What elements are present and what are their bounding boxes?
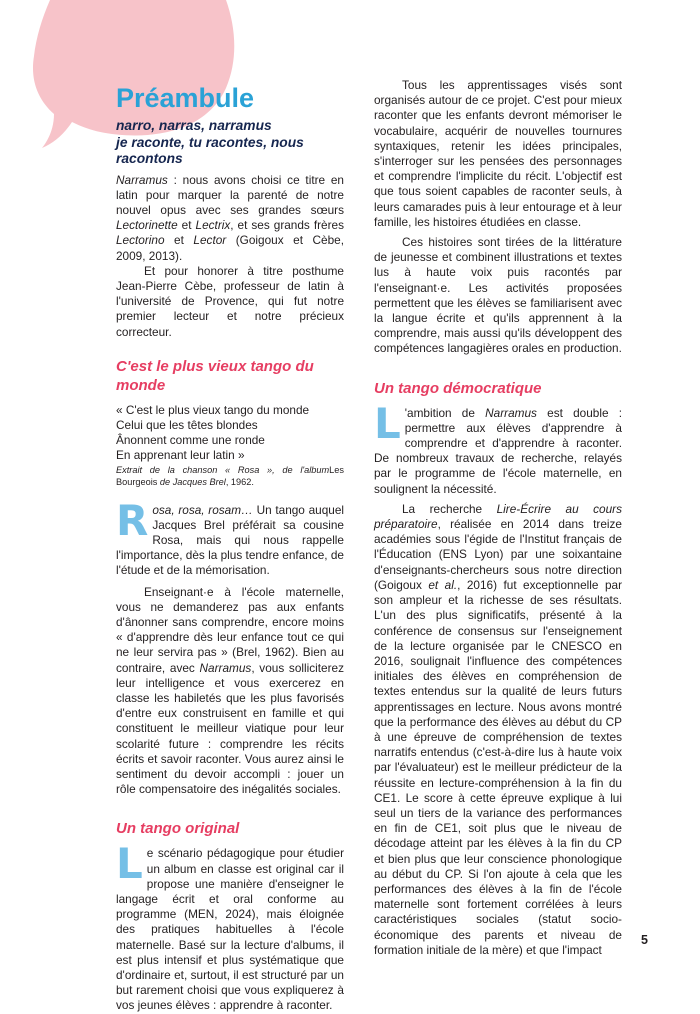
text-run: , réalisée en 2014 dans treize académies sous l'égide de l'Institut français de l'Éducation (ENS Lyon) par une soixantaine d'enseignants-chercheurs sous notre direction (Goigoux [374, 517, 622, 592]
italic-text-run: Lector [193, 233, 227, 248]
quote-line: En apprenant leur latin » [116, 448, 245, 463]
original-paragraph [116, 839, 344, 1013]
italic-text-run: Lectorinette [116, 218, 178, 233]
section-title-tango-original: Un tango original [116, 820, 240, 838]
text-run: La recherche [402, 501, 497, 516]
italic-text-run: Narramus [485, 405, 537, 420]
ambition-text [374, 398, 622, 496]
italic-text-run: Lire-Écrire au cours préparatoire [374, 501, 622, 532]
italic-text-run: Narramus [116, 172, 168, 187]
italic-text-run: Narramus [199, 660, 252, 675]
text-run: Enseignant·e à l'école maternelle, vous ne demanderez pas aux enfants d'ânonner sans comprendre, encore moins « d'apprendre dès leur enfance tout ce qui ne leur servira pas » (Brel, 1962). Bien au contraire, avec [116, 584, 344, 675]
text-run: 'ambition de [404, 405, 486, 420]
intro-paragraph [116, 173, 344, 264]
quote-line: « C'est le plus vieux tango du monde [116, 402, 310, 417]
drop-cap: R [116, 495, 149, 545]
recherche-paragraph [374, 502, 622, 958]
italic-text-run: de Jacques Brel [157, 477, 226, 488]
text-run: , et ses grands frères [230, 218, 344, 233]
subtitle-french: je raconte, tu racontes, nous racontons [116, 134, 304, 166]
text-run: et [177, 218, 196, 233]
quote-line: Ânonnent comme une ronde [116, 433, 265, 448]
section-title-plus-vieux-tango: C'est le plus vieux tango du monde [116, 357, 314, 394]
quote-source [116, 464, 344, 489]
page-title: Préambule [116, 83, 255, 113]
text-run: et [164, 233, 194, 248]
right-column [374, 78, 622, 958]
quote-line: Celui que les têtes blondes [116, 417, 258, 432]
text-run: : nous avons choisi ce titre en latin pour marquer la parenté de notre nouvel opus avec ses grandes sœurs [116, 172, 344, 217]
italic-text-run: Lectorino [116, 233, 165, 248]
text-run: , 2016) fut exceptionnelle par son ampleur et la richesse de ses résultats. L'un des plus significatifs, présenté à la conférence de consensus sur l'enseignement de la lecture organisée par le CNESCO en 2016, soulignait l'influence des compétences initiales des élèves en compréhension de textes entendus sur la qualité de leurs futurs apprentissages en lecture. Nous avons montré que la performance des élèves au début du CP à une épreuve de compréhension de textes narratifs entendus (c'est-à-dire lus à haute voix par l'évaluateur) est le meilleur prédicteur de la réussite en lecture-compréhension à la fin du CE1. Le score à cette épreuve explique à lui seul un tiers de la variance des performances en fin de CE1, soit plus que le niveau de décodage atteint par les élèves à la fin du CP et bien plus que leur conscience phonologique au début du CP. Si l'on ajoute à cela que les performances des élèves à la fin de l'école maternelle sont fortement corrélées à leurs caractéristiques sociales (statut socio-économique des parents et niveau de formation initiale de la mère) et que l'impact [374, 577, 622, 957]
text-run: est double : permettre aux élèves d'apprendre à comprendre et d'apprendre à raconter. De nombreux travaux de recherche, relayés par le programme de l'école maternelle, en soulignent la nécessité. [374, 405, 622, 496]
homage-paragraph: Et pour honorer à titre posthume Jean-Pierre Cèbe, professeur de latin à l'université de Provence, qui fut notre premier lecteur et notre précieux correcteur. [116, 263, 344, 339]
text-run: (Goigoux et Cèbe, 2009, 2013). [116, 233, 344, 263]
text-run: Un tango auquel Jacques Brel préférait sa cousine Rosa, mais qui nous rappelle l'importance, dès la plus tendre enfance, de l'étude et de la mémorisation. [116, 502, 345, 578]
rosa-paragraph [116, 495, 345, 579]
text-run: Les Bourgeois [116, 464, 344, 488]
left-column [116, 82, 344, 1014]
text-run: , 1962. [225, 477, 254, 488]
section-title-tango-democratique: Un tango démocratique [374, 379, 542, 397]
italic-text-run: Lectrix [195, 218, 231, 233]
ambition-paragraph [374, 398, 622, 497]
subtitle-latin: narro, narras, narramus [116, 118, 272, 133]
page-number: 5 [641, 933, 648, 947]
original-text: e scénario pédagogique pour étudier un album en classe est original car il propose une manière d'enseigner le langage écrit et oral conforme au programme (MEN, 2024), mais éloignée des pratiques habituelles à l'école maternelle. Basé sur la lecture d'albums, il est plus intensif et plus systématique que d'ordinaire et, surtout, il est structuré par un but rarement choisi que vous expliquerez à vos jeunes élèves : apprendre à raconter. [116, 846, 344, 1013]
rosa-text [116, 495, 345, 578]
projet-paragraph: Tous les apprentissages visés sont organisés autour de ce projet. C'est pour mieux raconter que les enfants devront mémoriser le vocabulaire, acquérir de nouvelles tournures syntaxiques, retenir les idées principales, s'interroger sur les pensées des personnages et comprendre l'implicite du récit. L'objectif est que tous soient capables de raconter seuls, à leurs camarades puis à leur entourage et à leur famille, les histoires étudiées en classe. [374, 78, 622, 229]
italic-text-run: osa, rosa, rosam… [152, 502, 253, 517]
italic-text-run: et al. [428, 577, 458, 592]
drop-cap: L [116, 839, 143, 889]
song-quote [116, 403, 344, 464]
text-run: , vous solliciterez leur intelligence et vous exercerez en classe les habiletés que les plus favorisés d'entre eux construisent en famille et qui constituent le meilleur viatique pour leur scolarité future : comprendre les récits écrits et savoir raconter. Vous aurez ainsi le sentiment du devoir accompli : jouer un rôle compensatoire des inégalités sociales. [116, 660, 344, 797]
enseignant-paragraph [116, 585, 344, 798]
drop-cap: L [374, 398, 401, 448]
italic-text-run: Extrait de la chanson « Rosa », de l'album [116, 464, 330, 475]
histoires-paragraph: Ces histoires sont tirées de la littérature de jeunesse et combinent illustrations et textes lus à haute voix puis racontés par l'enseignant·e. Les activités proposées permettent que les élèves se familiarisent avec la langue écrite et qu'ils apprennent à la comprendre, mais aussi qu'ils développent des compétences langagières orales en production. [374, 235, 622, 356]
